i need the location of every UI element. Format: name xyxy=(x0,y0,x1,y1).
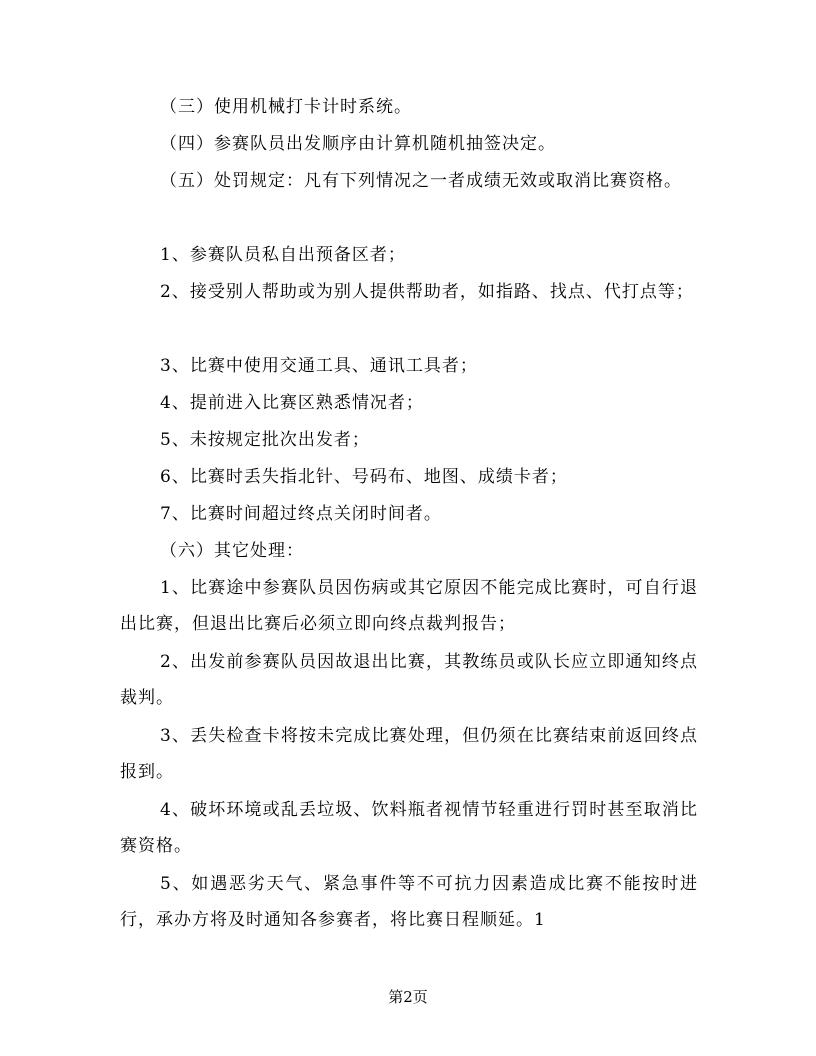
handling-item-4: 4、破坏环境或乱丢垃圾、饮料瓶者视情节轻重进行罚时甚至取消比赛资格。 xyxy=(120,800,698,856)
penalty-item-4: 4、提前进入比赛区熟悉情况者； xyxy=(160,393,424,413)
handling-item-1: 1、比赛途中参赛队员因伤病或其它原因不能完成比赛时，可自行退出比赛，但退出比赛后必须立即向终点裁判报告； xyxy=(120,578,698,634)
penalty-item-7: 7、比赛时间超过终点关闭时间者。 xyxy=(160,504,442,524)
handling-item-5: 5、如遇恶劣天气、紧急事件等不可抗力因素造成比赛不能按时进行，承办方将及时通知各参赛者，将比赛日程顺延。1 xyxy=(120,874,698,930)
paragraph-4-start-order: （四）参赛队员出发顺序由计算机随机抽签决定。 xyxy=(160,134,556,154)
page-number: 第2页 xyxy=(388,988,428,1006)
paragraph-3-mechanical-timing: （三）使用机械打卡计时系统。 xyxy=(160,97,412,117)
penalty-item-2: 2、接受别人帮助或为别人提供帮助者，如指路、找点、代打点等； xyxy=(160,282,694,302)
handling-item-3: 3、丢失检查卡将按未完成比赛处理，但仍须在比赛结束前返回终点报到。 xyxy=(120,726,698,782)
penalty-item-5: 5、未按规定批次出发者； xyxy=(160,430,370,450)
paragraph-6-other-handling: （六）其它处理： xyxy=(160,541,304,561)
paragraph-5-penalties: （五）处罚规定：凡有下列情况之一者成绩无效或取消比赛资格。 xyxy=(160,171,682,191)
penalty-item-6: 6、比赛时丢失指北针、号码布、地图、成绩卡者； xyxy=(160,467,568,487)
penalty-item-1: 1、参赛队员私自出预备区者； xyxy=(160,245,406,265)
penalty-item-3: 3、比赛中使用交通工具、通讯工具者； xyxy=(160,356,478,376)
handling-item-2: 2、出发前参赛队员因故退出比赛，其教练员或队长应立即通知终点裁判。 xyxy=(120,652,698,708)
